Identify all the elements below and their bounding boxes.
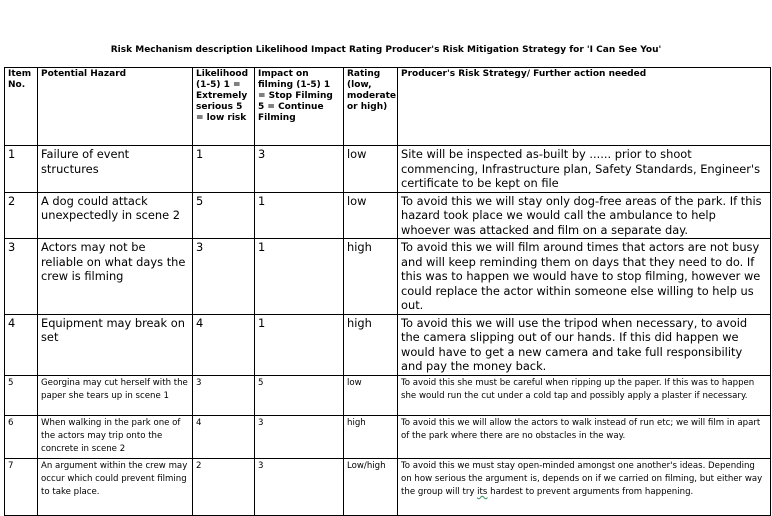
risk-assessment-table (4, 67, 771, 516)
item-no: 2 (5, 192, 38, 239)
document-title: Risk Mechanism description Likelihood Impact Rating Producer's Risk Mitigation Strategy for 'I Can See You' (110, 45, 662, 55)
item-no: 7 (5, 458, 38, 515)
strategy-text: hardest to prevent arguments from happening. (487, 486, 694, 497)
header-impact: Impact on filming (1-5) 1 = Stop Filming 5 = Continue Filming (255, 68, 344, 146)
misspelled-word: its (477, 486, 488, 497)
table-row (5, 192, 771, 239)
strategy-cell: To avoid this we will use the tripod when necessary, to avoid the camera slipping out of our hands. If this did happen we would have to get a new camera and take full responsibility and pay the money back. (398, 314, 771, 375)
rating-cell: low (344, 375, 398, 415)
rating-cell: high (344, 239, 398, 315)
likelihood-cell: 3 (193, 375, 255, 415)
impact-cell: 5 (255, 375, 344, 415)
strategy-cell: To avoid this we will film around times that actors are not busy and will keep reminding them on days that they need to do. If this was to happen we would have to stop filming, however we could replace the actor within someone else willing to help us out. (398, 239, 771, 315)
strategy-cell: To avoid this we will allow the actors to walk instead of run etc; we will film in apart of the park where there are no obstacles in the way. (398, 415, 771, 458)
table-row (5, 458, 771, 515)
impact-cell: 1 (255, 239, 344, 315)
item-no: 6 (5, 415, 38, 458)
item-no: 1 (5, 146, 38, 193)
header-item-no: Item No. (5, 68, 38, 146)
impact-cell: 3 (255, 415, 344, 458)
likelihood-cell: 4 (193, 415, 255, 458)
rating-cell: Low/high (344, 458, 398, 515)
strategy-cell (398, 458, 771, 515)
header-strategy: Producer's Risk Strategy/ Further action needed (398, 68, 771, 146)
hazard-cell: When walking in the park one of the actors may trip onto the concrete in scene 2 (38, 415, 193, 458)
hazard-cell: Georgina may cut herself with the paper she tears up in scene 1 (38, 375, 193, 415)
impact-cell: 3 (255, 458, 344, 515)
table-row (5, 375, 771, 415)
rating-cell: low (344, 192, 398, 239)
item-no: 4 (5, 314, 38, 375)
table-row (5, 415, 771, 458)
item-no: 3 (5, 239, 38, 315)
header-rating: Rating (low, moderate or high) (344, 68, 398, 146)
rating-cell: low (344, 146, 398, 193)
header-potential-hazard: Potential Hazard (38, 68, 193, 146)
likelihood-cell: 1 (193, 146, 255, 193)
hazard-cell: A dog could attack unexpectedly in scene 2 (38, 192, 193, 239)
impact-cell: 1 (255, 192, 344, 239)
table-row (5, 314, 771, 375)
strategy-text: To avoid this we must stay open-minded amongst one another's ideas. Depending on how serious the argument is, depends on if we carried on filming, but either way the group will try (401, 460, 763, 497)
header-row (5, 68, 771, 146)
impact-cell: 1 (255, 314, 344, 375)
table-row (5, 146, 771, 193)
likelihood-cell: 3 (193, 239, 255, 315)
header-likelihood: Likelihood (1-5) 1 = Extremely serious 5 = low risk (193, 68, 255, 146)
strategy-cell: To avoid this we will stay only dog-free areas of the park. If this hazard took place we would call the ambulance to help whoever was attacked and film on a separate day. (398, 192, 771, 239)
table-row (5, 239, 771, 315)
item-no: 5 (5, 375, 38, 415)
rating-cell: high (344, 415, 398, 458)
hazard-cell: Failure of event structures (38, 146, 193, 193)
hazard-cell: Actors may not be reliable on what days the crew is filming (38, 239, 193, 315)
likelihood-cell: 4 (193, 314, 255, 375)
likelihood-cell: 2 (193, 458, 255, 515)
rating-cell: high (344, 314, 398, 375)
strategy-cell: Site will be inspected as-built by ...... prior to shoot commencing, Infrastructure plan, Safety Standards, Engineer's certificate to be kept on file (398, 146, 771, 193)
strategy-cell: To avoid this she must be careful when ripping up the paper. If this was to happen she would run the cut under a cold tap and possibly apply a plaster if necessary. (398, 375, 771, 415)
hazard-cell: An argument within the crew may occur which could prevent filming to take place. (38, 458, 193, 515)
likelihood-cell: 5 (193, 192, 255, 239)
impact-cell: 3 (255, 146, 344, 193)
hazard-cell: Equipment may break on set (38, 314, 193, 375)
